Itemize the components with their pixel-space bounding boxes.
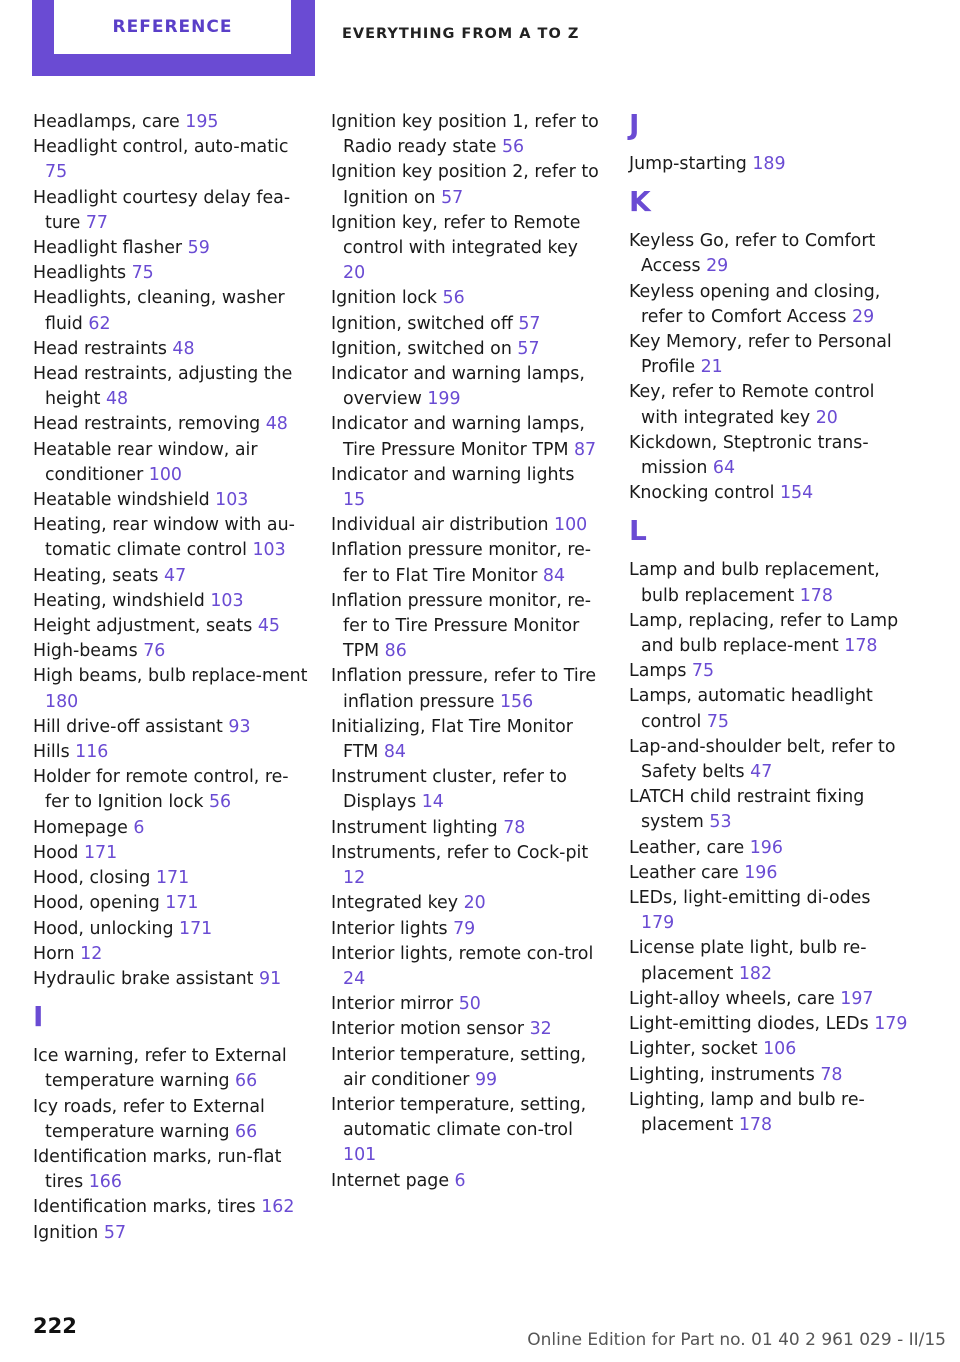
index-entry bbox=[629, 330, 909, 380]
index-entry-text: Height adjustment, seats bbox=[33, 616, 253, 637]
index-letter-heading: L bbox=[629, 514, 647, 548]
index-page-link[interactable]: 20 bbox=[343, 263, 366, 284]
index-entry bbox=[331, 211, 599, 287]
index-entry bbox=[33, 135, 308, 185]
index-page-link[interactable]: 75 bbox=[706, 711, 729, 732]
index-entry-text: Heating, rear window with au-tomatic climate control bbox=[33, 515, 295, 561]
index-entry-text: Headlight courtesy delay fea-ture bbox=[33, 187, 291, 233]
index-entry-text: Interior temperature, setting, air conditioner bbox=[331, 1044, 587, 1090]
index-entry-text: Instrument cluster, refer to Displays bbox=[331, 767, 567, 813]
index-page-link[interactable]: 57 bbox=[103, 1222, 127, 1243]
index-entry-text: Light-alloy wheels, care bbox=[629, 988, 835, 1009]
index-page-link[interactable]: 66 bbox=[235, 1071, 258, 1092]
index-entry-text: Lamps bbox=[629, 661, 687, 682]
index-entry-text: Lighter, socket bbox=[629, 1039, 758, 1060]
index-entry bbox=[331, 765, 599, 815]
index-page-link[interactable]: 171 bbox=[155, 868, 190, 889]
index-page-link[interactable]: 154 bbox=[779, 483, 814, 504]
index-entry bbox=[331, 589, 599, 665]
index-entry-text: Headlight control, auto-matic bbox=[33, 137, 289, 158]
index-page-link[interactable]: 106 bbox=[763, 1039, 797, 1060]
index-page-link[interactable]: 78 bbox=[820, 1064, 843, 1085]
index-entry-text: Ignition key position 1, refer to Radio ready state bbox=[331, 112, 599, 158]
index-entry-text: Head restraints, removing bbox=[33, 414, 261, 435]
index-page-link[interactable]: 197 bbox=[840, 988, 874, 1009]
index-letter-heading: I bbox=[33, 1000, 44, 1034]
index-entry bbox=[33, 614, 308, 639]
index-entry bbox=[33, 639, 308, 664]
index-entry-text: Indicator and warning lamps, Tire Pressure Monitor TPM bbox=[331, 414, 585, 460]
index-entry-text: Key, refer to Remote control with integrated key bbox=[629, 382, 875, 428]
index-entry bbox=[33, 1095, 308, 1145]
index-page-link[interactable]: 103 bbox=[215, 490, 249, 511]
index-entry bbox=[331, 463, 599, 513]
index-entry-text: Hydraulic brake assistant bbox=[33, 968, 254, 989]
index-entry bbox=[331, 412, 599, 462]
index-entry-text: Instrument lighting bbox=[331, 817, 498, 838]
index-entry bbox=[33, 186, 308, 236]
index-entry-text: Inflation pressure monitor, re-fer to Flat Tire Monitor bbox=[331, 540, 592, 586]
index-entry bbox=[331, 942, 599, 992]
index-entry-text: Headlamps, care bbox=[33, 112, 180, 132]
index-entry bbox=[331, 286, 599, 311]
index-entry bbox=[331, 1043, 599, 1093]
index-entry bbox=[33, 1145, 308, 1195]
index-page-link[interactable]: 77 bbox=[85, 212, 108, 233]
index-entry bbox=[331, 337, 599, 362]
index-entry-text: Indicator and warning lights bbox=[331, 464, 575, 485]
index-entry bbox=[33, 488, 308, 513]
index-entry-text: Lamp and bulb replacement, bulb replacement bbox=[629, 560, 880, 606]
index-entry-text: Hills bbox=[33, 742, 70, 763]
index-entry bbox=[331, 362, 599, 412]
index-entry bbox=[33, 841, 308, 866]
index-entry bbox=[33, 438, 308, 488]
index-page-link[interactable]: 75 bbox=[131, 263, 154, 284]
index-entry-text: Lighting, instruments bbox=[629, 1064, 815, 1085]
index-entry-text: Indicator and warning lamps, overview bbox=[331, 364, 585, 410]
index-entry bbox=[629, 481, 909, 506]
index-entry bbox=[33, 715, 308, 740]
index-entry-text: Interior motion sensor bbox=[331, 1019, 525, 1040]
index-page-link[interactable]: 48 bbox=[265, 414, 288, 435]
index-page-link[interactable]: 116 bbox=[75, 742, 109, 763]
index-page-link[interactable]: 178 bbox=[738, 1114, 773, 1135]
index-entry bbox=[629, 380, 909, 430]
index-entry-text: Light-emitting diodes, LEDs bbox=[629, 1014, 869, 1035]
index-page-link[interactable]: 56 bbox=[442, 288, 465, 309]
index-entry-text: Horn bbox=[33, 943, 75, 964]
index-page-link[interactable]: 162 bbox=[261, 1197, 295, 1218]
index-column-3 bbox=[629, 110, 909, 1138]
index-entry bbox=[331, 110, 599, 160]
index-entry-text: Ignition bbox=[33, 1222, 99, 1243]
index-entry bbox=[33, 1195, 308, 1220]
index-entry-text: Inflation pressure, refer to Tire inflation pressure bbox=[331, 666, 597, 712]
index-entry bbox=[629, 1037, 909, 1062]
index-page-link[interactable]: 84 bbox=[542, 565, 566, 586]
index-page-link[interactable]: 75 bbox=[691, 661, 715, 682]
index-page-link[interactable]: 50 bbox=[458, 994, 481, 1015]
index-entry bbox=[331, 538, 599, 588]
index-entry bbox=[33, 236, 308, 261]
index-entry-text: Hood, closing bbox=[33, 868, 151, 889]
index-entry-text: Lap-and-shoulder belt, refer to Safety belts bbox=[629, 736, 896, 783]
index-entry bbox=[629, 659, 909, 684]
index-entry-text: Interior temperature, setting, automatic climate con-trol bbox=[331, 1094, 587, 1141]
index-entry-text: Kickdown, Steptronic trans-mission bbox=[629, 432, 869, 479]
index-entry bbox=[33, 816, 308, 841]
index-entry bbox=[629, 861, 909, 886]
index-page-link[interactable]: 87 bbox=[573, 439, 597, 460]
index-page-link[interactable]: 171 bbox=[179, 918, 213, 939]
index-entry bbox=[629, 886, 909, 936]
index-entry bbox=[331, 715, 599, 765]
index-entry bbox=[33, 261, 308, 286]
index-entry bbox=[33, 967, 308, 992]
index-entry-text: High beams, bulb replace-ment bbox=[33, 666, 308, 687]
index-entry-text: Inflation pressure monitor, re-fer to Tire Pressure Monitor TPM bbox=[331, 590, 592, 662]
index-entry-text: Lighting, lamp and bulb re-placement bbox=[629, 1089, 865, 1135]
index-page-link[interactable]: 21 bbox=[700, 357, 723, 378]
index-entry-text: Leather, care bbox=[629, 837, 745, 858]
index-entry bbox=[629, 987, 909, 1012]
index-entry-text: LATCH child restraint fixing system bbox=[629, 787, 865, 833]
index-page-link[interactable]: 29 bbox=[852, 306, 875, 327]
index-entry bbox=[33, 866, 308, 891]
index-page-link[interactable]: 29 bbox=[706, 256, 729, 277]
index-page-link[interactable]: 103 bbox=[210, 590, 244, 611]
index-entry-text: Hill drive-off assistant bbox=[33, 716, 223, 737]
index-entry-text: Hood, opening bbox=[33, 893, 160, 914]
index-page-link[interactable]: 199 bbox=[427, 389, 461, 410]
index-entry-text: Individual air distribution bbox=[331, 515, 549, 536]
index-page-link[interactable]: 62 bbox=[88, 313, 111, 334]
index-entry bbox=[331, 312, 599, 337]
index-entry-text: Lamp, replacing, refer to Lamp and bulb replace-ment bbox=[629, 610, 899, 657]
index-entry-text: Jump-starting bbox=[629, 154, 747, 174]
index-page-link[interactable]: 20 bbox=[463, 893, 486, 914]
index-page-link[interactable]: 47 bbox=[750, 762, 773, 783]
index-entry-text: Key Memory, refer to Personal Profile bbox=[629, 332, 892, 378]
index-entry bbox=[33, 362, 308, 412]
index-page-link[interactable]: 182 bbox=[738, 963, 773, 984]
index-page-link[interactable]: 66 bbox=[235, 1121, 258, 1142]
section-tab-inner bbox=[54, 0, 291, 54]
index-entry-text: Instruments, refer to Cock-pit bbox=[331, 842, 589, 863]
index-page-link[interactable]: 12 bbox=[80, 943, 103, 964]
index-page-link[interactable]: 189 bbox=[752, 154, 786, 174]
index-page-link[interactable]: 20 bbox=[815, 407, 838, 428]
index-page-link[interactable]: 100 bbox=[148, 464, 182, 485]
index-entry bbox=[629, 735, 909, 785]
index-entry-text: Headlight flasher bbox=[33, 238, 183, 259]
index-entry bbox=[33, 765, 308, 815]
index-letter-heading: K bbox=[629, 185, 651, 219]
index-entry bbox=[33, 1044, 308, 1094]
index-page-link[interactable]: 86 bbox=[384, 641, 407, 662]
index-page-link[interactable]: 14 bbox=[421, 792, 444, 813]
index-entry-text: Keyless opening and closing, refer to Comfort Access bbox=[629, 281, 881, 327]
index-page-link[interactable]: 53 bbox=[709, 812, 732, 833]
index-entry bbox=[629, 836, 909, 861]
index-page-link[interactable]: 32 bbox=[529, 1019, 552, 1040]
index-entry-text: Ignition key position 2, refer to Ignition on bbox=[331, 162, 599, 208]
index-entry-text: Icy roads, refer to External temperature warning bbox=[33, 1096, 265, 1142]
index-entry-text: Leather care bbox=[629, 862, 739, 883]
index-page-link[interactable]: 178 bbox=[799, 585, 833, 606]
index-entry-text: Keyless Go, refer to Comfort Access bbox=[629, 231, 876, 277]
index-page-link[interactable]: 45 bbox=[257, 616, 280, 637]
index-entry-text: Ice warning, refer to External temperature warning bbox=[33, 1046, 287, 1092]
index-page-link[interactable]: 48 bbox=[105, 389, 129, 410]
index-entry-text: Hood, unlocking bbox=[33, 918, 174, 939]
index-page-link[interactable]: 15 bbox=[343, 490, 366, 511]
index-page-link[interactable]: 103 bbox=[252, 540, 286, 561]
index-entry bbox=[33, 942, 308, 967]
index-entry-text: Heatable windshield bbox=[33, 490, 210, 511]
index-page-link[interactable]: 56 bbox=[208, 792, 232, 813]
index-entry-text: Identification marks, tires bbox=[33, 1197, 256, 1218]
index-entry-text: High-beams bbox=[33, 641, 138, 662]
index-page-link[interactable]: 180 bbox=[45, 691, 79, 712]
index-entry-text: Ignition, switched off bbox=[331, 313, 513, 334]
index-entry-text: Ignition lock bbox=[331, 288, 437, 309]
page-number: 222 bbox=[33, 1314, 77, 1338]
index-page-link[interactable]: 6 bbox=[454, 1170, 466, 1191]
index-page-link[interactable]: 196 bbox=[749, 837, 783, 858]
index-entry-text: Headlights, cleaning, washer fluid bbox=[33, 288, 285, 334]
index-entry bbox=[629, 936, 909, 986]
index-entry bbox=[33, 891, 308, 916]
index-entry bbox=[33, 110, 308, 135]
index-page-link[interactable]: 171 bbox=[165, 893, 199, 914]
index-page-link[interactable]: 101 bbox=[343, 1145, 377, 1166]
index-entry-text: LEDs, light-emitting di-odes bbox=[629, 888, 871, 909]
index-page-link[interactable]: 76 bbox=[143, 641, 166, 662]
index-entry-text: Heating, seats bbox=[33, 565, 159, 586]
index-entry bbox=[629, 609, 909, 659]
index-entry-text: License plate light, bulb re-placement bbox=[629, 938, 867, 984]
index-entry bbox=[33, 337, 308, 362]
index-entry bbox=[331, 513, 599, 538]
index-page-link[interactable]: 48 bbox=[172, 338, 195, 359]
index-entry bbox=[331, 891, 599, 916]
index-entry bbox=[33, 589, 308, 614]
index-entry bbox=[331, 664, 599, 714]
index-entry-text: Interior lights bbox=[331, 918, 448, 939]
index-page-link[interactable]: 171 bbox=[83, 842, 118, 863]
header-bar bbox=[0, 0, 960, 76]
index-entry-text: Head restraints bbox=[33, 338, 167, 359]
index-page-link[interactable]: 57 bbox=[517, 338, 540, 359]
index-page-link[interactable]: 57 bbox=[441, 187, 464, 208]
index-entry bbox=[629, 1012, 909, 1037]
index-page-link[interactable]: 24 bbox=[343, 968, 366, 989]
index-page-link[interactable]: 166 bbox=[88, 1172, 122, 1193]
index-page-link[interactable]: 64 bbox=[712, 458, 736, 479]
index-entry bbox=[629, 785, 909, 835]
index-entry bbox=[33, 564, 308, 589]
index-page-link[interactable]: 178 bbox=[844, 636, 878, 657]
index-entry-text: Lamps, automatic headlight control bbox=[629, 686, 873, 732]
index-entry bbox=[331, 816, 599, 841]
index-page-link[interactable]: 91 bbox=[259, 968, 282, 989]
index-entry bbox=[33, 740, 308, 765]
index-page-link[interactable]: 56 bbox=[501, 137, 525, 158]
index-entry bbox=[33, 664, 308, 714]
section-tab-label: REFERENCE bbox=[112, 17, 233, 37]
index-column-1 bbox=[33, 110, 308, 1246]
index-entry-text: Ignition, switched on bbox=[331, 338, 512, 359]
index-entry bbox=[629, 152, 909, 177]
index-letter-heading: J bbox=[629, 108, 640, 141]
index-page-link[interactable]: 196 bbox=[744, 862, 778, 883]
index-entry bbox=[629, 1088, 909, 1138]
section-title: EVERYTHING FROM A TO Z bbox=[342, 26, 580, 42]
index-page-link[interactable]: 156 bbox=[499, 691, 534, 712]
index-entry-text: Identification marks, run-flat tires bbox=[33, 1146, 282, 1193]
index-entry bbox=[33, 513, 308, 563]
index-entry-text: Interior mirror bbox=[331, 994, 454, 1015]
index-entry-text: Head restraints, adjusting the height bbox=[33, 364, 293, 410]
index-entry bbox=[331, 917, 599, 942]
index-entry bbox=[331, 1169, 599, 1194]
index-entry bbox=[629, 280, 909, 330]
index-page-link[interactable]: 195 bbox=[185, 112, 219, 132]
index-entry-text: Heatable rear window, air conditioner bbox=[33, 439, 258, 485]
index-entry bbox=[331, 992, 599, 1017]
index-page-link[interactable]: 12 bbox=[343, 868, 366, 889]
index-page-link[interactable]: 84 bbox=[383, 742, 406, 763]
index-entry bbox=[33, 917, 308, 942]
index-entry bbox=[33, 286, 308, 336]
index-entry-text: Interior lights, remote con-trol bbox=[331, 943, 594, 964]
index-page-link[interactable]: 6 bbox=[133, 817, 145, 838]
index-page-link[interactable]: 79 bbox=[453, 918, 476, 939]
index-entry bbox=[629, 431, 909, 481]
index-entry-text: Holder for remote control, re-fer to Ignition lock bbox=[33, 767, 289, 813]
index-entry-text: Integrated key bbox=[331, 893, 459, 914]
index-page-link[interactable]: 78 bbox=[503, 817, 526, 838]
index-entry-text: Hood bbox=[33, 842, 79, 863]
index-entry-text: Homepage bbox=[33, 817, 128, 838]
index-entry bbox=[629, 558, 909, 608]
index-entry bbox=[629, 684, 909, 734]
index-page-link[interactable]: 75 bbox=[45, 162, 68, 183]
index-entry bbox=[331, 160, 599, 210]
edition-footer: Online Edition for Part no. 01 40 2 961 029 - II/15 bbox=[527, 1330, 946, 1350]
index-page-link[interactable]: 59 bbox=[187, 238, 210, 259]
index-entry bbox=[331, 841, 599, 891]
index-page-link[interactable]: 57 bbox=[518, 313, 541, 334]
index-entry-text: Knocking control bbox=[629, 483, 775, 504]
index-page-link[interactable]: 93 bbox=[228, 716, 251, 737]
index-page-link[interactable]: 179 bbox=[874, 1014, 908, 1035]
section-tab bbox=[32, 0, 315, 76]
index-entry-text: Headlights bbox=[33, 263, 127, 284]
index-page-link[interactable]: 179 bbox=[641, 913, 675, 934]
index-entry-text: Heating, windshield bbox=[33, 590, 205, 611]
index-column-2 bbox=[331, 110, 599, 1194]
index-entry-text: Ignition key, refer to Remote control with integrated key bbox=[331, 212, 581, 259]
index-page-link[interactable]: 47 bbox=[164, 565, 187, 586]
index-entry bbox=[629, 1063, 909, 1088]
index-entry-text: Internet page bbox=[331, 1170, 450, 1191]
index-entry bbox=[331, 1017, 599, 1042]
index-page-link[interactable]: 99 bbox=[474, 1069, 498, 1090]
index-entry bbox=[33, 1221, 308, 1246]
index-page-link[interactable]: 100 bbox=[554, 515, 588, 536]
index-entry bbox=[629, 229, 909, 279]
index-entry bbox=[331, 1093, 599, 1169]
index-entry-text: Initializing, Flat Tire Monitor FTM bbox=[331, 716, 573, 763]
index-entry bbox=[33, 412, 308, 437]
